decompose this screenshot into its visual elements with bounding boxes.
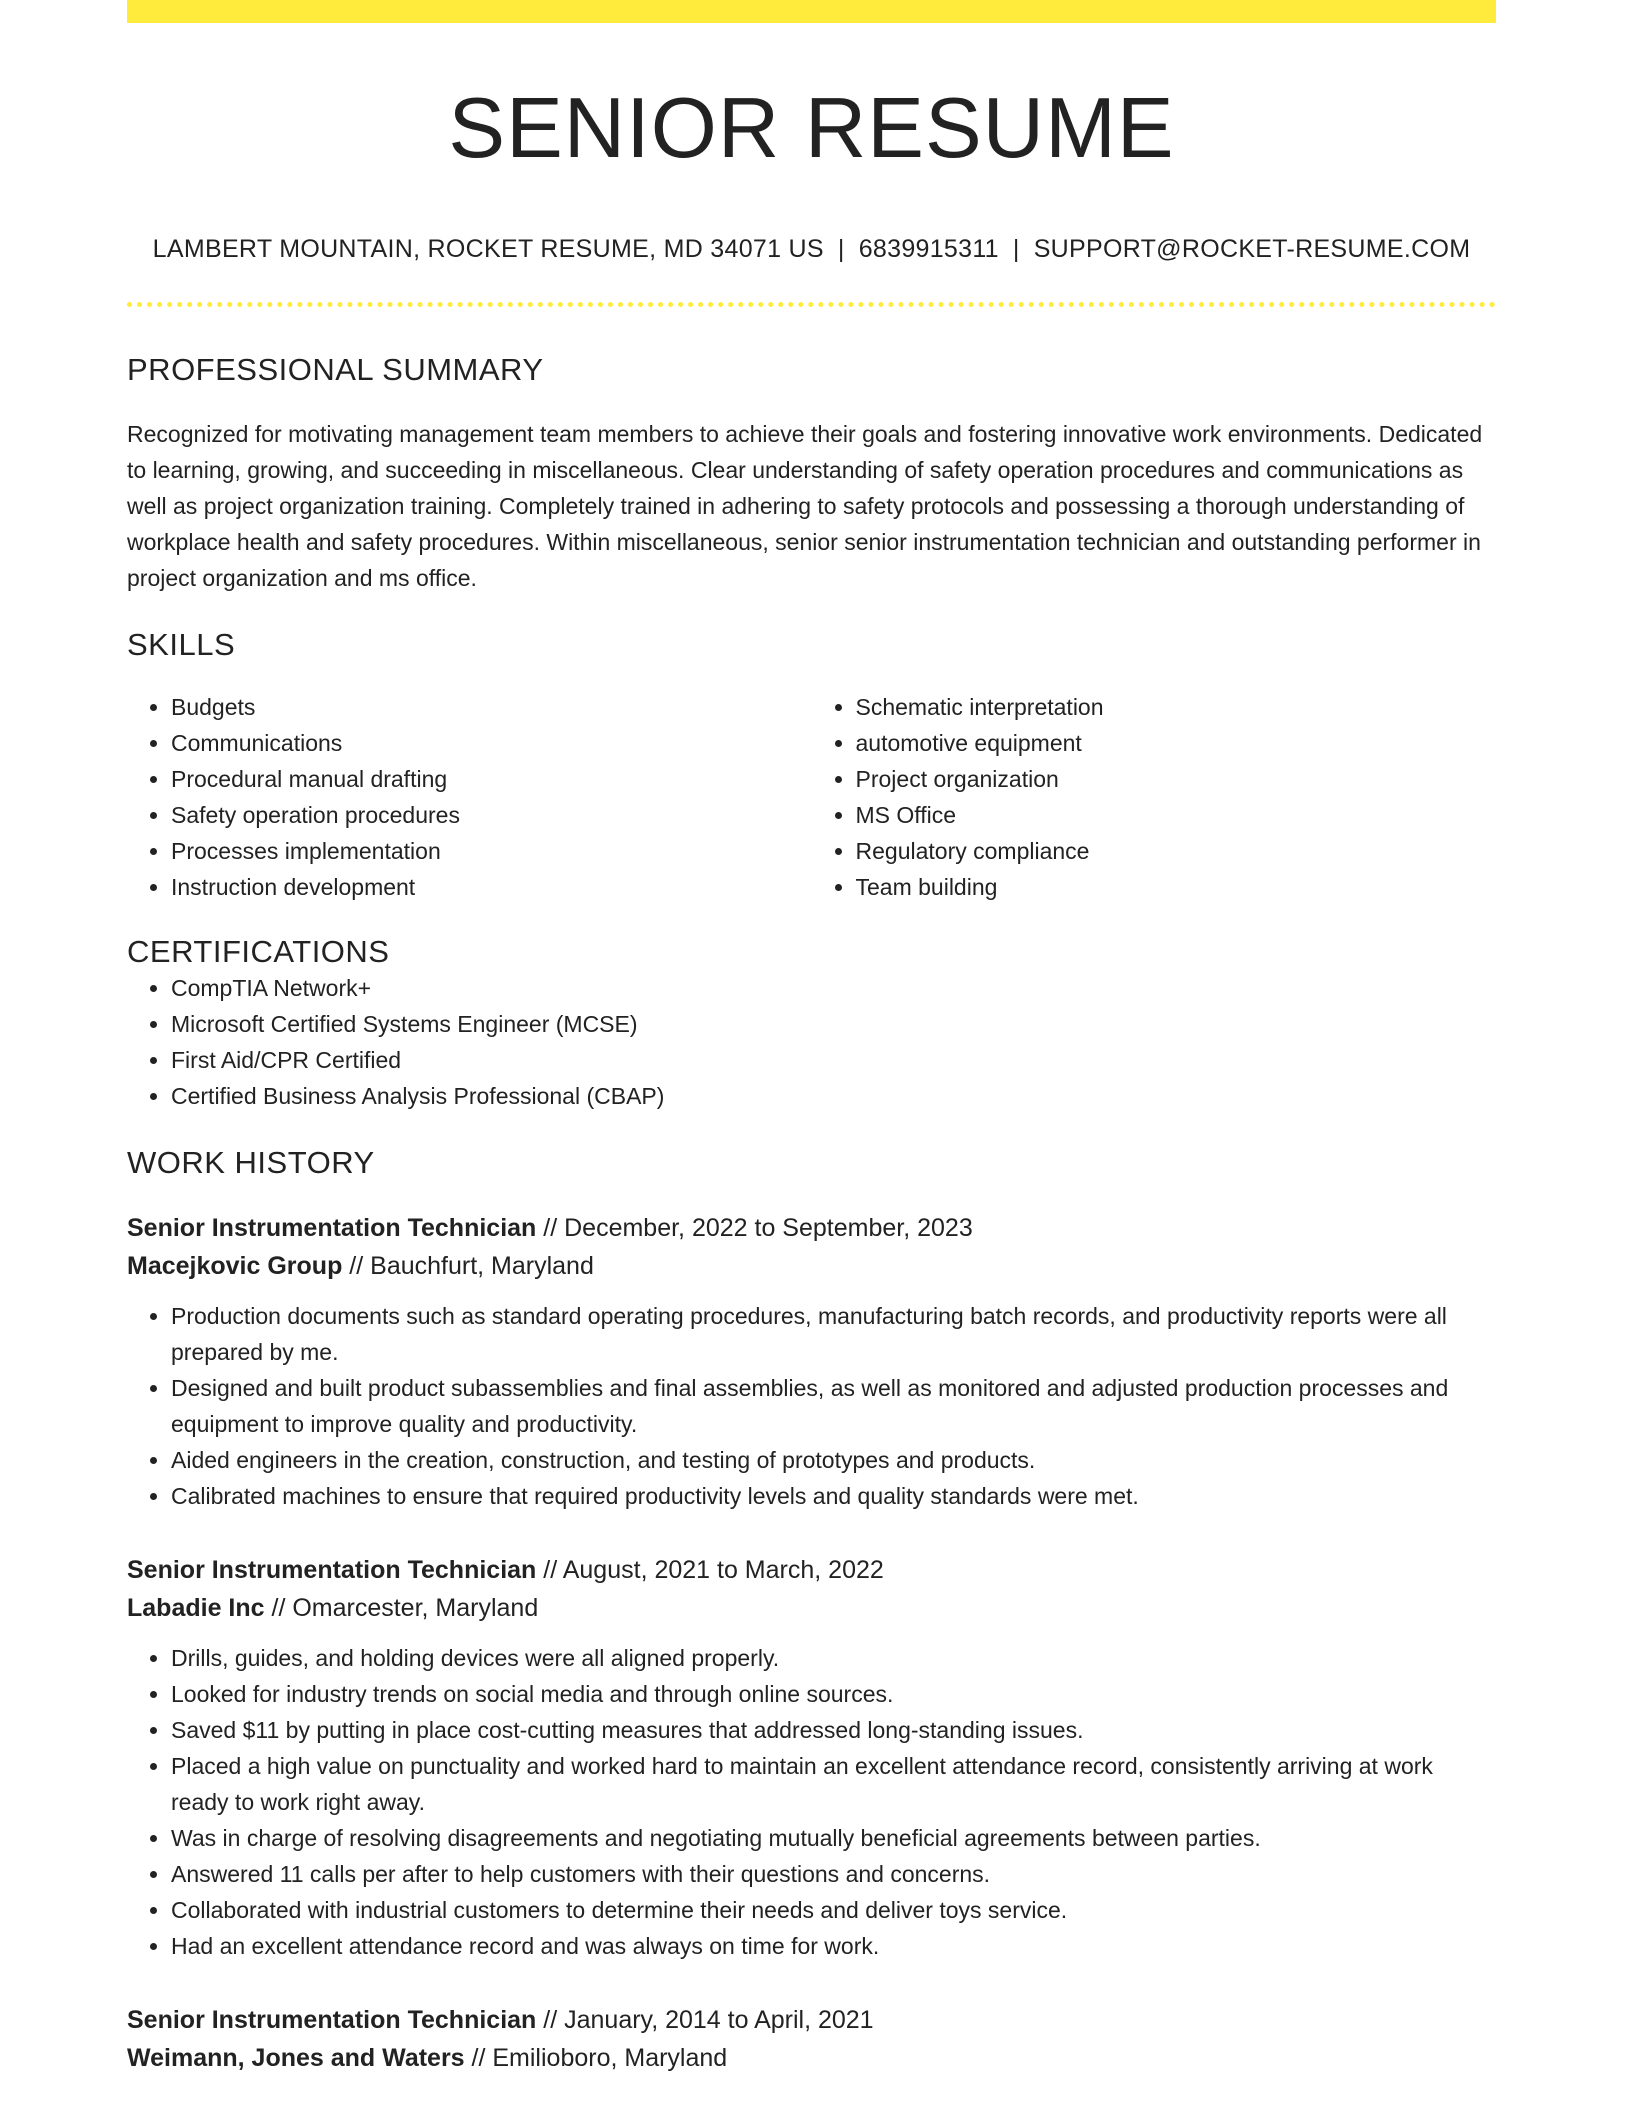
job-company-line (127, 2039, 1496, 2077)
job-location: // Omarcester, Maryland (264, 1594, 539, 1622)
certification-item: • First Aid/CPR Certified (171, 1042, 1496, 1078)
job-company: Macejkovic Group (127, 1252, 343, 1280)
skill-item: • Safety operation procedures (171, 797, 812, 833)
job-entry (127, 2001, 1496, 2077)
job-bullet: • Drills, guides, and holding devices were all aligned properly. (171, 1640, 1496, 1676)
skill-item: • Communications (171, 725, 812, 761)
job-role-line (127, 1551, 1496, 1589)
certifications-list (127, 970, 1496, 1114)
job-entry (127, 1551, 1496, 1964)
skill-item: • MS Office (856, 797, 1497, 833)
skill-item: • Instruction development (171, 869, 812, 905)
section-title-summary: PROFESSIONAL SUMMARY (127, 352, 544, 387)
skill-item: • Procedural manual drafting (171, 761, 812, 797)
job-bullet: • Answered 11 calls per after to help customers with their questions and concerns. (171, 1856, 1496, 1892)
job-bullet: • Saved $11 by putting in place cost-cutting measures that addressed long-standing issues. (171, 1712, 1496, 1748)
job-entry (127, 1209, 1496, 1514)
job-bullet: • Designed and built product subassemblies and final assemblies, as well as monitored and adjusted production processes and equipment to improve quality and productivity. (171, 1370, 1496, 1442)
job-bullets (127, 1298, 1496, 1514)
section-title-skills: SKILLS (127, 627, 236, 662)
job-bullet: • Had an excellent attendance record and was always on time for work. (171, 1928, 1496, 1964)
skill-item: • Processes implementation (171, 833, 812, 869)
skill-item: • Team building (856, 869, 1497, 905)
job-dates: // December, 2022 to September, 2023 (536, 1214, 973, 1242)
job-bullet: • Collaborated with industrial customers to determine their needs and deliver toys service. (171, 1892, 1496, 1928)
job-role: Senior Instrumentation Technician (127, 2006, 537, 2034)
job-company-line (127, 1247, 1496, 1285)
contact-line (127, 235, 1496, 264)
section-title-work-history: WORK HISTORY (127, 1145, 375, 1180)
contact-email[interactable]: SUPPORT@ROCKET-RESUME.COM (1033, 235, 1471, 263)
job-bullets (127, 1640, 1496, 1964)
job-location: // Emilioboro, Maryland (464, 2044, 728, 2072)
job-company: Labadie Inc (127, 1594, 265, 1622)
job-location: // Bauchfurt, Maryland (342, 1252, 594, 1280)
skills-list-right (812, 689, 1497, 905)
skill-item: • automotive equipment (856, 725, 1497, 761)
skill-item: • Budgets (171, 689, 812, 725)
job-role-line (127, 1209, 1496, 1247)
job-bullet: • Calibrated machines to ensure that required productivity levels and quality standards were met. (171, 1478, 1496, 1514)
certification-item: • Certified Business Analysis Professional (CBAP) (171, 1078, 1496, 1114)
job-dates: // August, 2021 to March, 2022 (536, 1556, 884, 1584)
contact-address: LAMBERT MOUNTAIN, ROCKET RESUME, MD 34071 US (152, 235, 824, 263)
skills-columns (127, 689, 1496, 905)
job-dates: // January, 2014 to April, 2021 (536, 2006, 874, 2034)
job-company-line (127, 1589, 1496, 1627)
skills-list-left (127, 689, 812, 905)
job-role: Senior Instrumentation Technician (127, 1214, 537, 1242)
resume-page (127, 0, 1496, 2077)
skill-item: • Regulatory compliance (856, 833, 1497, 869)
contact-separator: | (1012, 235, 1020, 263)
resume-title: SENIOR RESUME (448, 81, 1175, 176)
job-bullet: • Production documents such as standard operating procedures, manufacturing batch records, and productivity reports were all prepared by me. (171, 1298, 1496, 1370)
skill-item: • Project organization (856, 761, 1497, 797)
contact-separator: | (837, 235, 845, 263)
job-bullet: • Was in charge of resolving disagreements and negotiating mutually beneficial agreements between parties. (171, 1820, 1496, 1856)
skill-item: • Schematic interpretation (856, 689, 1497, 725)
job-company: Weimann, Jones and Waters (127, 2044, 465, 2072)
dotted-divider (127, 302, 1496, 307)
job-role-line (127, 2001, 1496, 2039)
accent-top-bar (127, 0, 1496, 23)
contact-phone[interactable]: 6839915311 (858, 235, 999, 263)
certification-item: • Microsoft Certified Systems Engineer (MCSE) (171, 1006, 1496, 1042)
job-bullet: • Looked for industry trends on social media and through online sources. (171, 1676, 1496, 1712)
job-bullet: • Aided engineers in the creation, construction, and testing of prototypes and products. (171, 1442, 1496, 1478)
summary-text: Recognized for motivating management team members to achieve their goals and fostering innovative work environments. Dedicated to learning, growing, and succeeding in miscellaneous. Clear understanding of safety operation procedures and communications as well as project organization training. Completely trained in adhering to safety protocols and possessing a thorough understanding of workplace health and safety procedures. Within miscellaneous, senior senior instrumentation technician and outstanding performer in project organization and ms office. (127, 421, 1483, 591)
certification-item: • CompTIA Network+ (171, 970, 1496, 1006)
job-role: Senior Instrumentation Technician (127, 1556, 537, 1584)
section-title-certifications: CERTIFICATIONS (127, 934, 390, 969)
job-bullet: • Placed a high value on punctuality and worked hard to maintain an excellent attendance record, consistently arriving at work ready to work right away. (171, 1748, 1496, 1820)
